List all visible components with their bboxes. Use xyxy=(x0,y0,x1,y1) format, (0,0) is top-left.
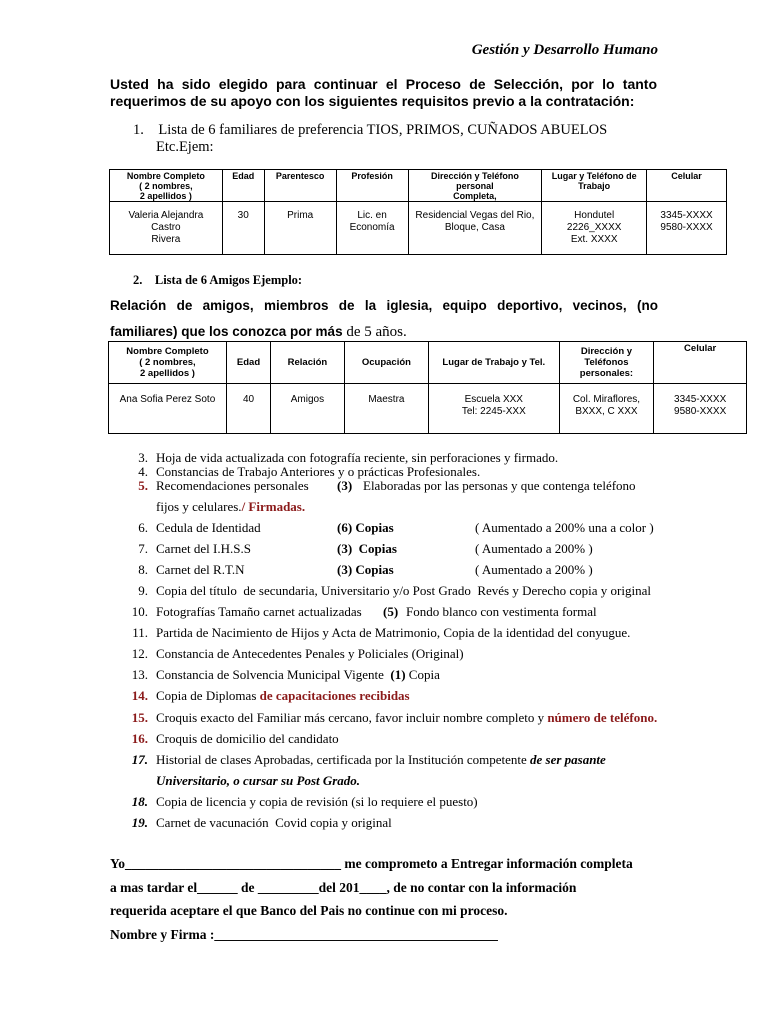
table-cell: Maestra xyxy=(344,384,428,434)
list-item-number: 9. xyxy=(138,583,148,598)
table-header-cell: Edad xyxy=(222,170,264,202)
list-item-extra: Copia xyxy=(408,667,440,682)
friends-table xyxy=(108,341,747,434)
list-item-number: 17. xyxy=(131,752,148,767)
family-table-header-row xyxy=(110,170,727,202)
section-1-heading xyxy=(133,122,607,156)
table-cell: 30 xyxy=(222,202,264,255)
table-header-cell: Dirección y Teléfonos personales: xyxy=(559,342,654,384)
table-row xyxy=(110,202,727,255)
list-item-quantity: (3) Copias xyxy=(337,541,397,556)
list-item-extra: Fondo blanco con vestimenta formal xyxy=(406,604,597,619)
list-item-red-text: número de teléfono. xyxy=(547,710,658,725)
section-1-line1: Lista de 6 familiares de preferencia TIOS, PRIMOS, CUÑADOS ABUELOS xyxy=(158,122,608,138)
friends-table-header-row xyxy=(109,342,747,384)
list-item-text: Hoja de vida actualizada con fotografía reciente, sin perforaciones y firmado. xyxy=(156,450,559,465)
list-item-text: Carnet del R.T.N xyxy=(156,562,245,577)
section-1-line2: Etc.Ejem: xyxy=(156,139,214,155)
table-header-cell: Edad xyxy=(226,342,270,384)
table-cell: 40 xyxy=(226,384,270,434)
table-cell: Ana Sofia Perez Soto xyxy=(109,384,227,434)
family-table xyxy=(109,169,727,255)
table-cell: Col. Miraflores, BXXX, C XXX xyxy=(559,384,654,434)
table-cell: Amigos xyxy=(271,384,345,434)
list-item-text: Copia de licencia y copia de revisión (si lo requiere el puesto) xyxy=(156,794,478,809)
list-item-number: 5. xyxy=(138,478,148,493)
list-item-emphasis: de ser pasante xyxy=(529,752,606,767)
list-item-number: 6. xyxy=(138,520,148,535)
list-item-emphasis: Universitario, o cursar su Post Grado. xyxy=(156,773,361,788)
list-item-text: Copia del título de secundaria, Universitario y/o Post Grado Revés y Derecho copia y original xyxy=(156,583,651,598)
footer-line: a mas tardar el______ de _________del 201____, de no contar con la información xyxy=(110,879,577,895)
list-item-text: fijos y celulares. xyxy=(156,499,242,514)
list-item-text: Carnet del I.H.S.S xyxy=(156,541,251,556)
list-item-text: Fotografías Tamaño carnet actualizadas xyxy=(156,604,362,619)
list-item-note: ( Aumentado a 200% ) xyxy=(475,541,593,556)
list-item-text: Carnet de vacunación Covid copia y original xyxy=(156,815,392,830)
table-header-cell: Nombre Completo ( 2 nombres, 2 apellidos ) xyxy=(110,170,223,202)
footer-line: requerida aceptare el que Banco del Pais no continue con mi proceso. xyxy=(110,903,508,918)
table-header-cell: Lugar y Teléfono de Trabajo xyxy=(542,170,647,202)
list-item-text: Constancia de Antecedentes Penales y Policiales (Original) xyxy=(156,646,464,661)
list-item-text: Croquis de domicilio del candidato xyxy=(156,731,339,746)
table-header-cell: Celular xyxy=(647,170,727,202)
table-cell: Residencial Vegas del Rio, Bloque, Casa xyxy=(408,202,542,255)
list-item-number: 15. xyxy=(131,710,148,725)
list-item-number: 12. xyxy=(131,646,148,661)
table-header-cell: Dirección y Teléfono personal Completa, xyxy=(408,170,542,202)
list-item-extra: Elaboradas por las personas y que contenga teléfono xyxy=(363,478,636,493)
section-1-number: 1. xyxy=(133,122,144,138)
list-item-note: ( Aumentado a 200% una a color ) xyxy=(475,520,654,535)
commitment-footer xyxy=(110,852,670,946)
list-item-number: 14. xyxy=(131,688,148,703)
list-item-text: Cedula de Identidad xyxy=(156,520,261,535)
page-header-title: Gestión y Desarrollo Humano xyxy=(471,42,658,58)
table-cell: Lic. en Economía xyxy=(336,202,408,255)
list-item-quantity: (1) xyxy=(390,667,406,682)
table-cell: Valeria Alejandra Castro Rivera xyxy=(110,202,223,255)
list-item-number: 19. xyxy=(131,815,148,830)
table-header-cell: Celular xyxy=(654,342,747,384)
list-item-red-text: / Firmadas. xyxy=(241,499,306,514)
table-row xyxy=(109,384,747,434)
table-header-cell: Relación xyxy=(271,342,345,384)
table-cell: Escuela XXX Tel: 2245-XXX xyxy=(429,384,560,434)
list-item-number: 3. xyxy=(138,450,148,465)
list-item-number: 18. xyxy=(131,794,148,809)
list-item-text: Constancia de Solvencia Municipal Vigente xyxy=(156,667,384,682)
list-item-quantity: (3) Copias xyxy=(337,562,394,577)
table-cell: 3345-XXXX 9580-XXXX xyxy=(647,202,727,255)
list-item-number: 4. xyxy=(138,464,148,479)
list-item-note: ( Aumentado a 200% ) xyxy=(475,562,593,577)
section-2-heading: 2. Lista de 6 Amigos Ejemplo: xyxy=(133,273,303,287)
list-item-text: Copia de Diplomas xyxy=(156,688,257,703)
intro-paragraph: Usted ha sido elegido para continuar el Proceso de Selección, por lo tanto requerimos de su apoyo con los siguientes requisitos previo a la contratación: xyxy=(110,76,657,109)
table-header-cell: Profesión xyxy=(336,170,408,202)
table-cell: Hondutel 2226_XXXX Ext. XXXX xyxy=(542,202,647,255)
list-item-number: 16. xyxy=(131,731,148,746)
table-cell: 3345-XXXX 9580-XXXX xyxy=(654,384,747,434)
table-cell: Prima xyxy=(264,202,336,255)
list-item-quantity: (6) Copias xyxy=(337,520,394,535)
list-item-text: Constancias de Trabajo Anteriores y o prácticas Profesionales. xyxy=(156,464,481,479)
table-header-cell: Nombre Completo ( 2 nombres, 2 apellidos ) xyxy=(109,342,227,384)
list-item-text: Partida de Nacimiento de Hijos y Acta de Matrimonio, Copia de la identidad del conyugue. xyxy=(156,625,631,640)
list-item-text: Historial de clases Aprobadas, certificada por la Institución competente xyxy=(156,752,527,767)
list-item-number: 7. xyxy=(138,541,148,556)
table-header-cell: Parentesco xyxy=(264,170,336,202)
section-2-description xyxy=(110,293,658,345)
list-item-number: 10. xyxy=(131,604,148,619)
list-item-text: Croquis exacto del Familiar más cercano, favor incluir nombre completo y xyxy=(156,710,545,725)
list-item-number: 11. xyxy=(132,625,148,640)
list-item-number: 8. xyxy=(138,562,148,577)
section-2-years: de 5 años. xyxy=(342,324,407,340)
list-item-quantity: (3) xyxy=(337,478,353,493)
list-item-number: 13. xyxy=(131,667,148,682)
list-item-quantity: (5) xyxy=(383,604,399,619)
table-header-cell: Lugar de Trabajo y Tel. xyxy=(429,342,560,384)
section-2-text: Relación de amigos, miembros de la iglesia, equipo deportivo, vecinos, (no familiares) que los conozca por más xyxy=(110,298,658,339)
list-item-red-text: de capacitaciones recibidas xyxy=(259,688,410,703)
table-header-cell: Ocupación xyxy=(344,342,428,384)
list-item-text: Recomendaciones personales xyxy=(156,478,309,493)
footer-line: Yo________________________________ me comprometo a Entregar información completa xyxy=(110,856,633,871)
signature-line: Nombre y Firma :__________________________________________ xyxy=(110,926,498,942)
